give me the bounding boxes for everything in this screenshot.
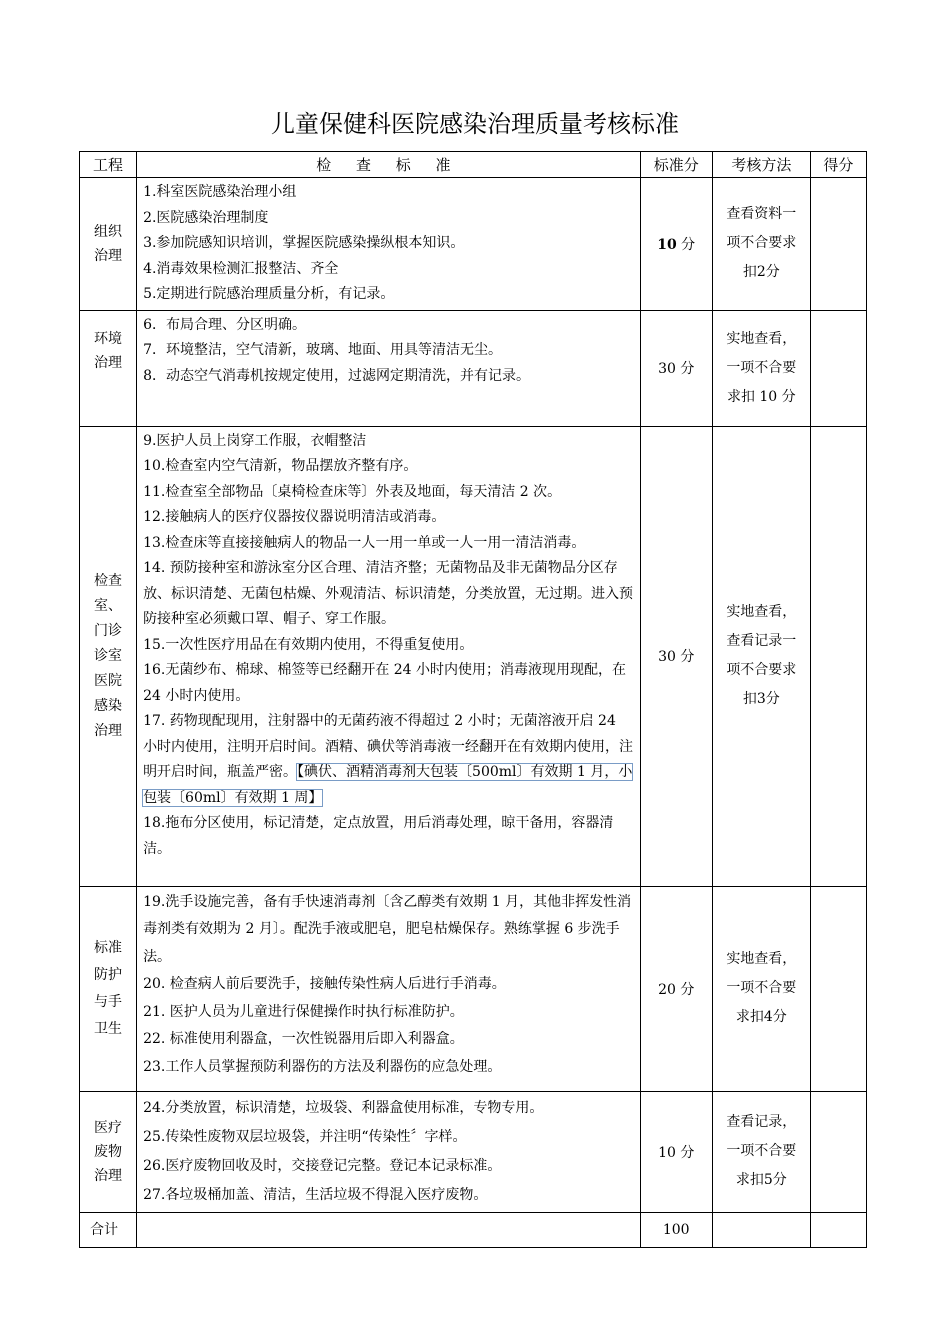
row-got — [810, 310, 866, 426]
total-method — [712, 1212, 810, 1247]
criteria-line: 24.分类放置，标识清楚，垃圾袋、利器盒使用标准，专物专用。 — [143, 1099, 544, 1116]
row-criteria — [137, 310, 641, 426]
criteria-line: 7．环境整洁，空气清新，玻璃、地面、用具等清洁无尘。 — [143, 342, 502, 358]
row-method: 查看记录，一项不合要求扣5分 — [712, 1091, 810, 1212]
total-row — [80, 1212, 867, 1247]
row-score: 10 分 — [640, 1091, 712, 1212]
score-unit: 分 — [676, 236, 696, 253]
row-got — [810, 1091, 866, 1212]
row-got — [810, 886, 866, 1091]
criteria-line: 5.定期进行院感治理质量分析，有记录。 — [143, 286, 395, 302]
header-item: 工程 — [80, 152, 137, 178]
criteria-17-note: 【碘伏、酒精消毒剂大包装〔500ml〕有效期 1 月，小包装〔60ml〕有效期 1 周】 — [143, 764, 633, 806]
header-score: 标准分 — [640, 152, 712, 178]
header-got: 得分 — [810, 152, 866, 178]
total-got — [810, 1212, 866, 1247]
total-criteria — [137, 1212, 641, 1247]
row-criteria — [137, 178, 641, 311]
row-criteria — [137, 1091, 641, 1212]
criteria-line: 9.医护人员上岗穿工作服，衣帽整洁 — [143, 432, 367, 449]
criteria-line: 12.接触病人的医疗仪器按仪器说明清洁或消毒。 — [143, 509, 446, 525]
criteria-line: 6．布局合理、分区明确。 — [143, 316, 306, 333]
header-criteria: 检 查 标 准 — [137, 152, 641, 178]
criteria-line: 27.各垃圾桶加盖、清洁，生活垃圾不得混入医疗废物。 — [143, 1186, 488, 1203]
header-row — [80, 152, 867, 178]
total-score: 100 — [640, 1212, 712, 1247]
total-label: 合计 — [80, 1212, 137, 1247]
table-row — [80, 426, 867, 886]
row-item: 医疗废物治理 — [80, 1091, 137, 1212]
row-item: 标准防护与手卫生 — [80, 886, 137, 1091]
row-score — [640, 178, 712, 311]
criteria-line: 16.无菌纱布、棉球、棉签等已经翻开在 24 小时内使用；消毒液现用现配，在 24 小时内使用。 — [143, 662, 627, 704]
row-got — [810, 178, 866, 311]
criteria-line: 21. 医护人员为儿童进行保健操作时执行标准防护。 — [143, 1003, 464, 1020]
criteria-line: 3.参加院感知识培训，掌握医院感染操纵根本知识。 — [143, 235, 465, 251]
criteria-line: 25.传染性废物双层垃圾袋，并注明“传染性〞字样。 — [143, 1128, 467, 1145]
row-item: 组织治理 — [80, 178, 137, 311]
row-score: 30 分 — [640, 310, 712, 426]
criteria-line: 8．动态空气消毒机按规定使用，过滤网定期清洗，并有记录。 — [143, 367, 530, 384]
criteria-line: 13.检查床等直接接触病人的物品一人一用一单或一人一用一清洁消毒。 — [143, 534, 586, 551]
criteria-line: 19.洗手设施完善，备有手快速消毒剂〔含乙醇类有效期 1 月，其他非挥发性消毒剂类有效期为 2 月〕。配洗手液或肥皂，肥皂枯燥保存。熟练掌握 6 步洗手法。 — [143, 893, 632, 965]
row-method: 实地查看，一项不合要求扣 10 分 — [712, 310, 810, 426]
row-score: 30 分 — [640, 426, 712, 886]
row-got — [810, 426, 866, 886]
row-criteria — [137, 426, 641, 886]
table-row — [80, 178, 867, 311]
criteria-line: 14. 预防接种室和游泳室分区合理、清洁齐整；无菌物品及非无菌物品分区存放、标识清楚、无菌包枯燥、外观清洁、标识清楚，分类放置，无过期。进入预防接种室必须戴口罩、帽子、穿工作服。 — [143, 560, 634, 627]
header-method: 考核方法 — [712, 152, 810, 178]
criteria-line: 23.工作人员掌握预防利器伤的方法及利器伤的应急处理。 — [143, 1058, 502, 1075]
row-method: 实地查看，一项不合要求扣4分 — [712, 886, 810, 1091]
score-number: 10 — [657, 236, 677, 253]
row-method: 实地查看，查看记录一项不合要求扣3分 — [712, 426, 810, 886]
criteria-line: 22. 标准使用利器盒，一次性锐器用后即入利器盒。 — [143, 1031, 464, 1047]
criteria-line: 15.一次性医疗用品在有效期内使用，不得重复使用。 — [143, 636, 474, 653]
criteria-line: 20. 检查病人前后要洗手，接触传染性病人后进行手消毒。 — [143, 976, 506, 992]
row-item: 环境治理 — [80, 310, 137, 426]
page-title: 儿童保健科医院感染治理质量考核标准 — [271, 110, 679, 138]
row-criteria — [137, 886, 641, 1091]
table-row — [80, 310, 867, 426]
row-score: 20 分 — [640, 886, 712, 1091]
criteria-line: 26.医疗废物回收及时，交接登记完整。登记本记录标准。 — [143, 1157, 502, 1174]
row-method: 查看资料一项不合要求扣2分 — [712, 178, 810, 311]
criteria-line: 2.医院感染治理制度 — [143, 209, 269, 226]
criteria-line: 11.检查室全部物品〔桌椅检查床等〕外表及地面，每天清洁 2 次。 — [143, 483, 562, 500]
criteria-line: 10.检查室内空气清新，物品摆放齐整有序。 — [143, 458, 418, 474]
table-row — [80, 886, 867, 1091]
criteria-line: 1.科室医院感染治理小组 — [143, 184, 297, 200]
row-item: 检查室、门诊诊室医院感染治理 — [80, 426, 137, 886]
criteria-17-text: 17. 药物现配现用，注射器中的无菌药液不得超过 2 小时；无菌溶液开启 24 小时内使用，注明开启时间。酒精、碘伏等消毒液一经翻开在有效期内使用，注明开启时间，瓶盖严密。 — [143, 713, 634, 780]
assessment-table — [79, 151, 867, 1248]
criteria-line — [143, 709, 634, 811]
table-row — [80, 1091, 867, 1212]
criteria-line: 4.消毒效果检测汇报整洁、齐全 — [143, 260, 339, 277]
criteria-line: 18.拖布分区使用，标记清楚，定点放置，用后消毒处理，晾干备用，容器清洁。 — [143, 815, 614, 857]
